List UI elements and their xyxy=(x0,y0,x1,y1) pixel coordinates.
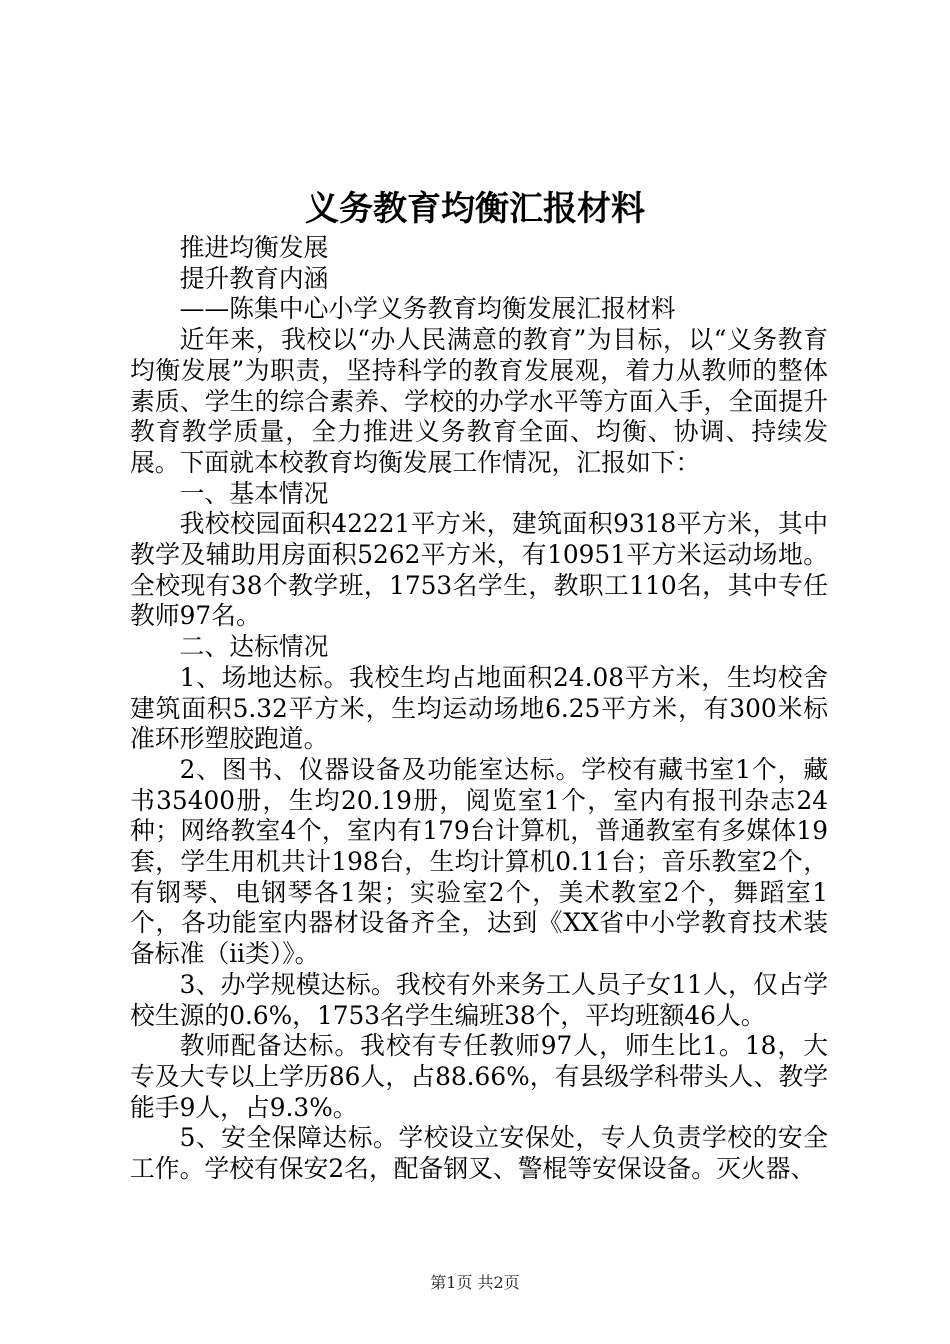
paragraph: ——陈集中心小学义务教育均衡发展汇报材料 xyxy=(179,294,676,324)
page-footer: 第1页 共2页 xyxy=(430,1273,520,1292)
section-heading: 一、基本情况 xyxy=(179,478,329,508)
document-body xyxy=(130,233,828,1185)
paragraph: 推进均衡发展 xyxy=(179,233,329,262)
document-title: 义务教育均衡汇报材料 xyxy=(305,189,645,229)
paragraph: 2、图书、仪器设备及功能室达标。学校有藏书室1个，藏书35400册，生均20.19册，阅览室1个，室内有报刊杂志24种；网络教室4个，室内有179台计算机，普通教室有多媒体19套，学生用机共计198台，生均计算机0.11台；音乐教室2个，有钢琴、电钢琴各1架；实验室2个，美术教室2个，舞蹈室1个，各功能室内器材设备齐全，达到《XX省中小学教育技术装备标准（ii类）》。 xyxy=(130,754,828,969)
paragraph: 教师配备达标。我校有专任教师97人，师生比1。18，大专及大专以上学历86人，占88.66%，有县级学科带头人、教学能手9人，占9.3%。 xyxy=(130,1031,828,1122)
paragraph: 提升教育内涵 xyxy=(179,263,329,293)
paragraph: 5、安全保障达标。学校设立安保处，专人负责学校的安全工作。学校有保安2名，配备钢叉、警棍等安保设备。灭火器、 xyxy=(130,1123,828,1184)
paragraph: 近年来，我校以“办人民满意的教育”为目标，以“义务教育均衡发展”为职责，坚持科学的教育发展观，着力从教师的整体素质、学生的综合素养、学校的办学水平等方面入手，全面提升教育教学质量，全力推进义务教育全面、均衡、协调、持续发展。下面就本校教育均衡发展工作情况，汇报如下： xyxy=(130,325,828,477)
paragraph: 3、办学规模达标。我校有外来务工人员子女11人，仅占学校生源的0.6%，1753名学生编班38个，平均班额46人。 xyxy=(130,969,828,1030)
paragraph: 1、场地达标。我校生均占地面积24.08平方米，生均校舍建筑面积5.32平方米，生均运动场地6.25平方米，有300米标准环形塑胶跑道。 xyxy=(130,662,828,754)
section-heading: 二、达标情况 xyxy=(179,632,329,662)
paragraph: 我校校园面积42221平方米，建筑面积9318平方米，其中教学及辅助用房面积5262平方米，有10951平方米运动场地。全校现有38个教学班，1753名学生，教职工110名，其中专任教师97名。 xyxy=(130,509,828,631)
